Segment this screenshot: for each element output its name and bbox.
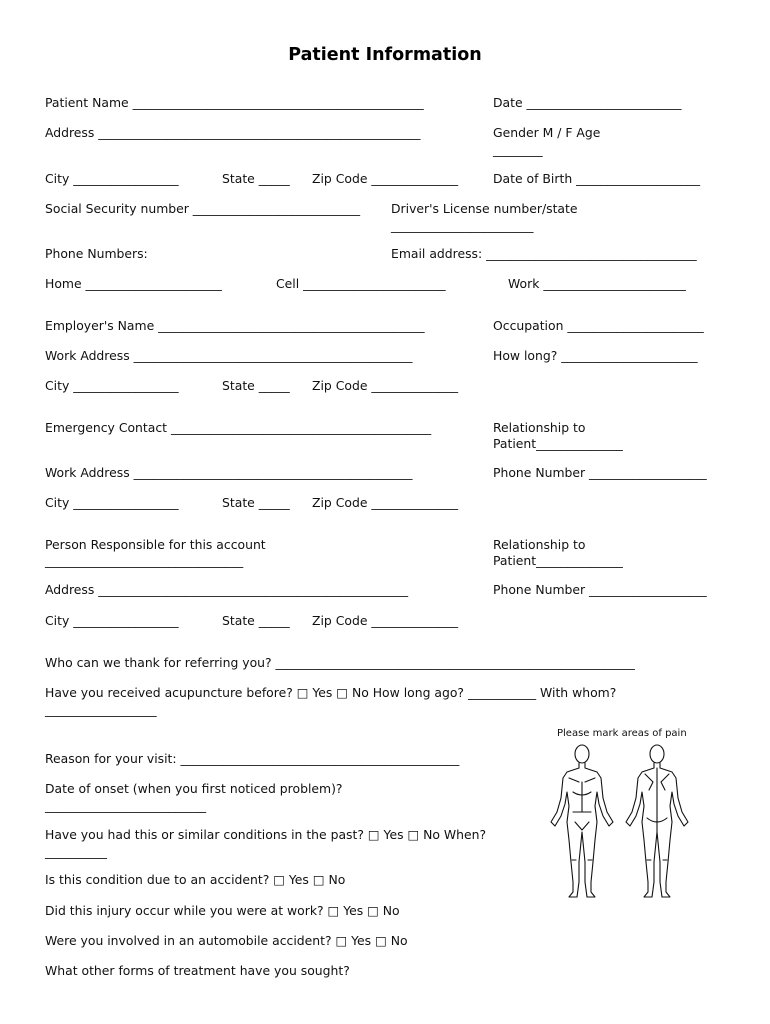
relationship-field-1[interactable]: Patient______________ bbox=[493, 436, 623, 451]
relationship-label-1: Relationship to bbox=[493, 420, 586, 435]
drivers-license-blank[interactable]: _______________________ bbox=[391, 218, 534, 233]
phone-numbers-label: Phone Numbers: bbox=[45, 246, 148, 261]
reason-field[interactable]: Reason for your visit: _____________________________________________ bbox=[45, 751, 460, 766]
similar-conditions-blank[interactable]: __________ bbox=[45, 844, 107, 859]
how-long-field[interactable]: How long? ______________________ bbox=[493, 348, 698, 363]
email-field[interactable]: Email address: __________________________________ bbox=[391, 246, 697, 261]
occupation-field[interactable]: Occupation ______________________ bbox=[493, 318, 704, 333]
employer-field[interactable]: Employer's Name ___________________________________________ bbox=[45, 318, 425, 333]
zip-field-1[interactable]: Zip Code ______________ bbox=[312, 171, 459, 186]
other-treatment-question: What other forms of treatment have you sought? bbox=[45, 963, 350, 978]
gender-age-field[interactable]: Gender M / F Age bbox=[493, 125, 601, 140]
city-field-3[interactable]: City _________________ bbox=[45, 495, 179, 510]
relationship-field-2[interactable]: Patient______________ bbox=[493, 553, 623, 568]
city-field-1[interactable]: City _________________ bbox=[45, 171, 179, 186]
acupuncture-question[interactable]: Have you received acupuncture before? □ Yes □ No How long ago? ___________ With whom? bbox=[45, 685, 617, 700]
city-field-4[interactable]: City _________________ bbox=[45, 613, 179, 628]
work-address-field-2[interactable]: Work Address _____________________________________________ bbox=[45, 465, 413, 480]
back-body-figure bbox=[626, 745, 688, 897]
similar-conditions-question[interactable]: Have you had this or similar conditions in the past? □ Yes □ No When? bbox=[45, 827, 487, 842]
work-phone-field[interactable]: Work _______________________ bbox=[508, 276, 686, 291]
body-diagram[interactable] bbox=[545, 742, 695, 902]
dob-field[interactable]: Date of Birth ____________________ bbox=[493, 171, 701, 186]
page-title: Patient Information bbox=[288, 45, 482, 65]
zip-field-3[interactable]: Zip Code ______________ bbox=[312, 495, 459, 510]
pain-chart-label: Please mark areas of pain bbox=[557, 728, 687, 739]
age-blank[interactable]: ________ bbox=[493, 142, 543, 157]
state-field-3[interactable]: State _____ bbox=[222, 495, 290, 510]
acupuncture-blank[interactable]: __________________ bbox=[45, 702, 157, 717]
work-injury-question[interactable]: Did this injury occur while you were at work? □ Yes □ No bbox=[45, 903, 400, 918]
address-field-2[interactable]: Address __________________________________________________ bbox=[45, 582, 409, 597]
ssn-field[interactable]: Social Security number ___________________________ bbox=[45, 201, 361, 216]
home-phone-field[interactable]: Home ______________________ bbox=[45, 276, 222, 291]
work-address-field-1[interactable]: Work Address _____________________________________________ bbox=[45, 348, 413, 363]
state-field-4[interactable]: State _____ bbox=[222, 613, 290, 628]
zip-field-4[interactable]: Zip Code ______________ bbox=[312, 613, 459, 628]
date-field[interactable]: Date _________________________ bbox=[493, 95, 682, 110]
responsible-person-blank[interactable]: ________________________________ bbox=[45, 553, 244, 568]
address-field[interactable]: Address ____________________________________________________ bbox=[45, 125, 421, 140]
zip-field-2[interactable]: Zip Code ______________ bbox=[312, 378, 459, 393]
relationship-label-2: Relationship to bbox=[493, 537, 586, 552]
referral-field[interactable]: Who can we thank for referring you? __________________________________________________________ bbox=[45, 655, 635, 670]
drivers-license-label: Driver's License number/state bbox=[391, 201, 578, 216]
cell-phone-field[interactable]: Cell _______________________ bbox=[276, 276, 446, 291]
onset-blank[interactable]: __________________________ bbox=[45, 798, 207, 813]
state-field-2[interactable]: State _____ bbox=[222, 378, 290, 393]
state-field-1[interactable]: State _____ bbox=[222, 171, 290, 186]
emergency-contact-field[interactable]: Emergency Contact __________________________________________ bbox=[45, 420, 432, 435]
onset-question: Date of onset (when you first noticed problem)? bbox=[45, 781, 343, 796]
front-body-figure bbox=[551, 745, 613, 897]
auto-accident-question[interactable]: Were you involved in an automobile accident? □ Yes □ No bbox=[45, 933, 408, 948]
responsible-person-label: Person Responsible for this account bbox=[45, 537, 266, 552]
patient-name-field[interactable]: Patient Name _______________________________________________ bbox=[45, 95, 424, 110]
phone-number-field-2[interactable]: Phone Number ___________________ bbox=[493, 582, 707, 597]
accident-question[interactable]: Is this condition due to an accident? □ Yes □ No bbox=[45, 872, 346, 887]
city-field-2[interactable]: City _________________ bbox=[45, 378, 179, 393]
phone-number-field-1[interactable]: Phone Number ___________________ bbox=[493, 465, 707, 480]
